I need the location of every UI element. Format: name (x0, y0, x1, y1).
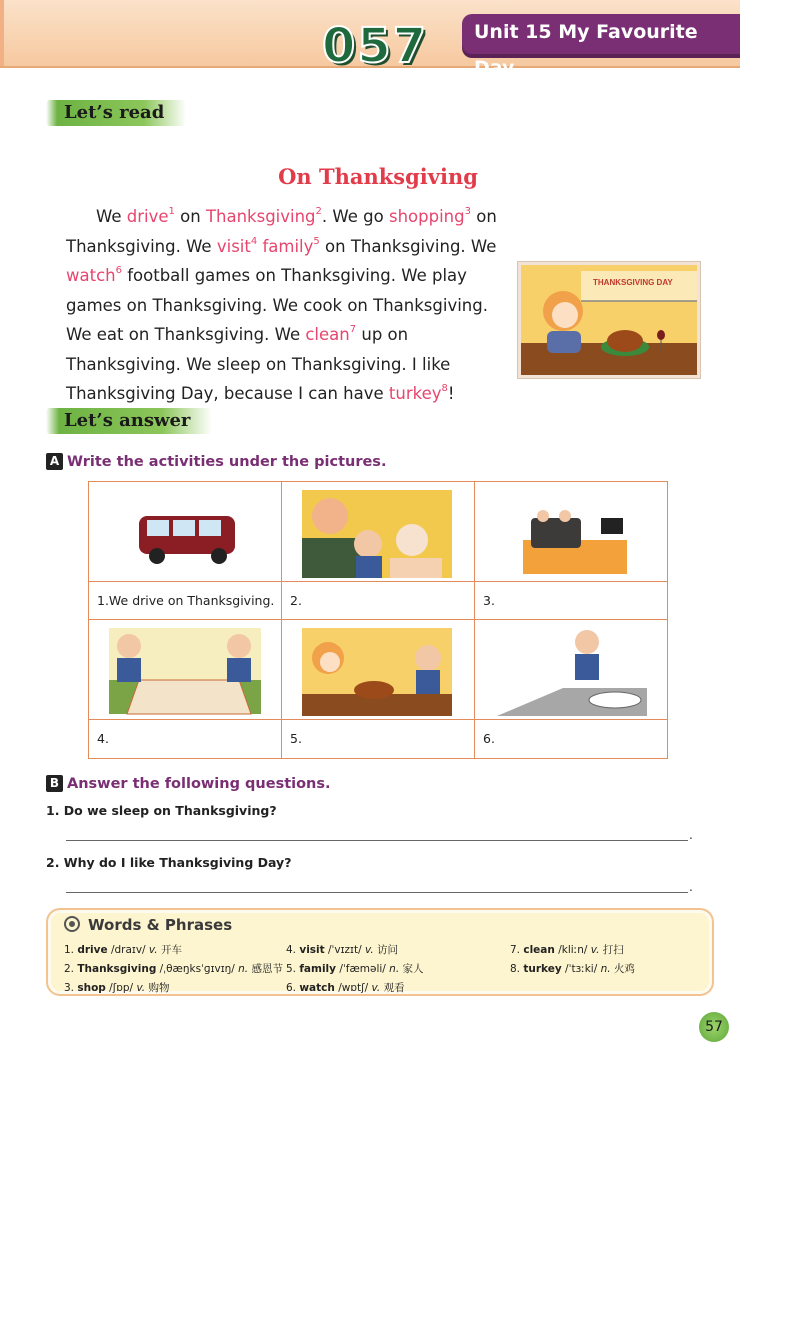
word-entry (510, 942, 624, 957)
word-zh: 打扫 (602, 944, 624, 956)
word-n: 6. (286, 982, 300, 994)
word-zh: 感恩节 (251, 963, 283, 975)
eating-dinner-illustration (282, 620, 475, 720)
caption-2[interactable]: 2. (282, 582, 475, 620)
task-a-letter: A (46, 453, 63, 470)
answer-line-1[interactable] (66, 840, 688, 841)
word-n: 5. (286, 963, 300, 975)
task-b-letter: B (46, 775, 63, 792)
unit-title: Unit 15 My Favourite Day (462, 14, 740, 54)
story-title: On Thanksgiving (278, 164, 478, 189)
task-b-heading (46, 775, 331, 792)
word-ipa: /ˈfæməli/ (336, 963, 390, 975)
task-b-instruction: Answer the following questions. (67, 776, 331, 792)
word-pos: v. (590, 944, 603, 956)
vocabulary-word: drive (126, 207, 169, 226)
word-pos: n. (389, 963, 403, 975)
activity-grid (88, 481, 668, 759)
word-ipa: /ˈtɜːki/ (561, 963, 601, 975)
caption-5[interactable]: 5. (282, 720, 475, 758)
picture-cell-3 (475, 482, 668, 582)
word-pos: n. (238, 963, 252, 975)
word-zh: 观看 (383, 982, 405, 994)
footnote-number: 2 (315, 206, 322, 217)
word-ipa: /wɒtʃ/ (334, 982, 372, 994)
word-pos: v. (136, 982, 149, 994)
vocabulary-word: visit (216, 236, 251, 256)
word-pos: v. (364, 944, 378, 956)
lets-answer-tag: Let’s answer (46, 408, 212, 434)
word-entry (286, 942, 398, 957)
footnote-number: 5 (313, 235, 320, 247)
vocabulary-word: Thanksgiving (205, 207, 316, 226)
word-entry (286, 961, 424, 976)
words-title-text: Words & Phrases (88, 916, 233, 934)
story-text-run: We (96, 207, 127, 226)
word-ipa: /ˈvɪzɪt/ (324, 944, 365, 956)
word-word: visit (299, 944, 325, 956)
word-word: turkey (523, 963, 562, 975)
word-n: 1. (64, 944, 78, 956)
story-text-run: football games on Thanksgiving. We play games on Thanksgiving. We cook on Thanksgiving. We eat on Thanksgiving. We (66, 266, 488, 344)
word-word: drive (77, 944, 108, 956)
lesson-number: 057 (322, 18, 429, 74)
word-ipa: /ˌθæŋksˈɡɪvɪŋ/ (156, 963, 239, 975)
thanksgiving-day-sign: THANKSGIVING DAY (593, 278, 673, 287)
word-word: Thanksgiving (77, 963, 157, 975)
words-and-phrases-box (46, 908, 714, 996)
story-text-run: on Thanksgiving. We (319, 236, 497, 256)
word-pos: n. (600, 963, 614, 975)
picture-cell-4 (89, 620, 282, 720)
word-word: clean (523, 944, 555, 956)
car-illustration (89, 482, 282, 582)
target-icon (64, 916, 80, 932)
footnote-number: 1 (168, 206, 175, 217)
caption-6[interactable]: 6. (483, 731, 495, 746)
story-text-run: up on Thanksgiving. We sleep on Thanksgiving. I like Thanksgiving Day, because I can have (66, 325, 451, 403)
family-visit-illustration (282, 482, 475, 582)
word-pos: v. (371, 982, 384, 994)
picture-cell-5 (282, 620, 475, 720)
answer-line-1-period: . (689, 828, 693, 842)
word-n: 3. (64, 982, 78, 994)
question-2: 2. Why do I like Thanksgiving Day? (46, 855, 292, 870)
word-ipa: /kliːn/ (554, 944, 591, 956)
footnote-number: 8 (441, 383, 448, 394)
board-game-illustration (89, 620, 282, 720)
picture-cell-6 (475, 620, 668, 720)
caption-4[interactable]: 4. (89, 720, 282, 758)
word-n: 7. (510, 944, 524, 956)
word-zh: 家人 (402, 963, 424, 975)
word-word: watch (299, 982, 335, 994)
story-text-run: on Thanksgiving. We (66, 207, 497, 256)
picture-cell-2 (282, 482, 475, 582)
word-pos: v. (148, 944, 161, 956)
answer-line-2[interactable] (66, 892, 688, 893)
word-zh: 购物 (148, 982, 170, 994)
thanksgiving-dinner-illustration (518, 262, 700, 378)
word-entry (510, 961, 635, 976)
vocabulary-word: watch (66, 266, 116, 285)
answer-line-2-period: . (689, 880, 693, 894)
lets-read-tag: Let’s read (46, 100, 186, 126)
picture-cell-1 (89, 482, 282, 582)
word-word: shop (77, 982, 106, 994)
task-a-heading (46, 453, 386, 470)
caption-1: 1.We drive on Thanksgiving. (89, 582, 282, 620)
story-text-run: ! (447, 384, 455, 403)
word-ipa: /ʃɒp/ (105, 982, 137, 994)
word-n: 4. (286, 944, 300, 956)
word-zh: 开车 (160, 944, 182, 956)
word-entry (286, 980, 405, 995)
caption-3[interactable]: 3. (475, 582, 668, 620)
question-1: 1. Do we sleep on Thanksgiving? (46, 803, 277, 818)
word-entry (64, 980, 169, 995)
word-word: family (299, 963, 336, 975)
story-text-run: . We go (321, 207, 389, 226)
vocabulary-word: shopping (388, 207, 465, 226)
footnote-number: 6 (115, 265, 122, 276)
word-entry (64, 942, 182, 957)
cleaning-up-illustration (475, 620, 667, 720)
word-n: 2. (64, 963, 78, 975)
watching-tv-illustration (475, 482, 667, 582)
word-ipa: /draɪv/ (107, 944, 149, 956)
word-n: 8. (510, 963, 524, 975)
footnote-number: 4 (250, 235, 258, 247)
vocabulary-word: clean (305, 325, 350, 344)
word-zh: 火鸡 (613, 963, 635, 975)
words-title (64, 916, 232, 934)
word-entry (64, 961, 283, 976)
footnote-number: 7 (349, 324, 357, 335)
word-zh: 访问 (377, 944, 399, 956)
footnote-number: 3 (464, 206, 471, 217)
page-number: 57 (699, 1012, 729, 1042)
vocabulary-word: turkey (388, 384, 442, 403)
task-a-instruction: Write the activities under the pictures. (67, 454, 387, 470)
story-text-run: on (174, 207, 206, 226)
vocabulary-word: family (262, 236, 314, 256)
